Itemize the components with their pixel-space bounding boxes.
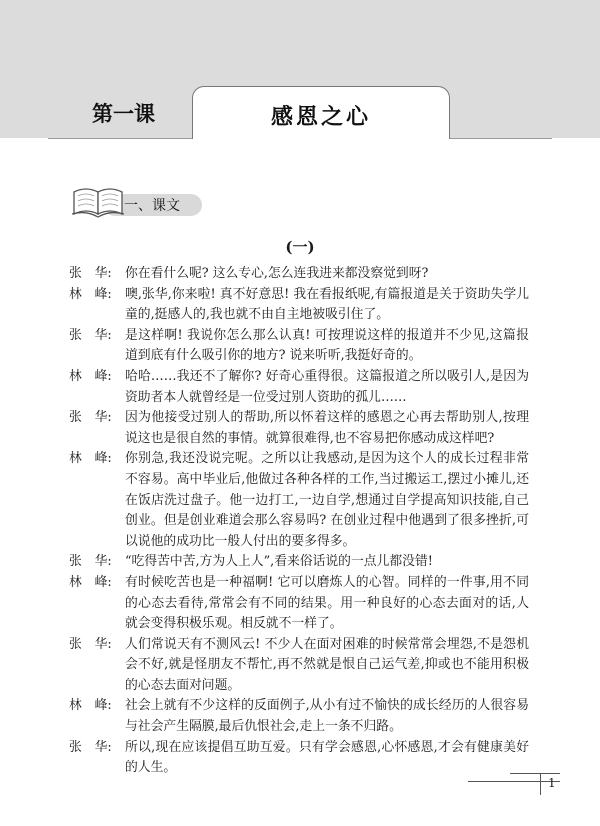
speaker-name: 林 峰: (69, 574, 112, 590)
speech-text: 人们常说天有不测风云! 不少人在面对困难的时候常常会埋怨,不是怨机会不好,就是怪朋友不帮忙,再不然就是恨自己运气差,抑或也不能用积极的心态去面对问题。 (125, 636, 529, 693)
speech-text: 因为他接受过别人的帮助,所以怀着这样的感恩之心再去帮助别人,按理说这也是很自然的事情。就算很难得,也不容易把你感动成这样吧? (125, 410, 529, 446)
speaker-name: 林 峰: (69, 368, 112, 384)
lesson-number: 第一课 (92, 102, 155, 126)
lesson-title: 感恩之心 (270, 105, 371, 130)
speaker-name: 张 华: (69, 266, 112, 281)
speech-text: 你在看什么呢? 这么专心,怎么连我进来都没察觉到呀? (125, 266, 429, 281)
dialogue-turn (69, 635, 529, 697)
dialogue-turn (69, 367, 529, 408)
dialogue-text (69, 264, 529, 779)
speech-text: 有时候吃苦也是一种福啊! 它可以磨炼人的心智。同样的一件事,用不同的心态去看待,常常会有不同的结果。用一种良好的心态去面对的话,人就会变得积极乐观。相反就不一样了。 (125, 574, 529, 632)
speaker-name: 张 华: (69, 410, 112, 426)
speaker-name: 张 华: (69, 636, 112, 652)
speaker-name: 林 峰: (69, 286, 112, 302)
dialogue-turn (69, 696, 529, 737)
open-book-icon (70, 180, 126, 220)
speech-text: “吃得苦中苦,方为人上人”,看来俗话说的一点儿都没错! (125, 554, 433, 570)
speech-text: 所以,现在应该提倡互助互爱。只有学会感恩,心怀感恩,才会有健康美好的人生。 (125, 739, 529, 776)
speaker-name: 张 华: (69, 554, 112, 570)
speaker-name: 张 华: (69, 327, 112, 343)
page-number: 1 (548, 776, 556, 790)
dialogue-turn (69, 264, 529, 285)
speech-text: 是这样啊! 我说你怎么那么认真! 可按理说这样的报道并不少见,这篇报道到底有什么吸引你的地方? 说来听听,我挺好奇的。 (125, 327, 529, 364)
speech-text: 社会上就有不少这样的反面例子,从小有过不愉快的成长经历的人很容易与社会产生隔膜,最后仇恨社会,走上一条不归路。 (125, 698, 529, 735)
speech-text: 哈哈……我还不了解你? 好奇心重得很。这篇报道之所以吸引人,是因为资助者本人就曾经是一位受过别人资助的孤儿…… (125, 368, 529, 405)
speech-text: 你别急,我还没说完呢。之所以让我感动,是因为这个人的成长过程非常不容易。高中毕业后,他做过各种各样的工作,当过搬运工,摆过小摊儿,还在饭店洗过盘子。他一边打工,一边自学,想通过自学提高知识技能,自己创业。但是创业难道会那么容易吗? 在创业过程中他遇到了很多挫折,可以说他的成功比一般人付出的要多得多。 (125, 451, 529, 549)
dialogue-turn (69, 408, 529, 449)
footer-tick (540, 773, 541, 795)
footer-rule-top (510, 773, 560, 774)
dialogue-turn (69, 738, 529, 779)
dialogue-turn (69, 552, 529, 573)
speaker-name: 林 峰: (69, 451, 112, 467)
part-heading: (一) (285, 238, 315, 256)
footer-rule (468, 781, 560, 782)
speech-text: 噢,张华,你来啦! 真不好意思! 我在看报纸呢,有篇报道是关于资助失学儿童的,挺感人的,我也就不由自主地被吸引住了。 (125, 286, 529, 323)
speaker-name: 张 华: (69, 739, 112, 755)
section-heading: 一、课文 (124, 198, 180, 214)
dialogue-turn (69, 285, 529, 326)
dialogue-turn (69, 326, 529, 367)
dialogue-turn (69, 573, 529, 635)
speaker-name: 林 峰: (69, 698, 112, 714)
dialogue-turn (69, 449, 529, 552)
